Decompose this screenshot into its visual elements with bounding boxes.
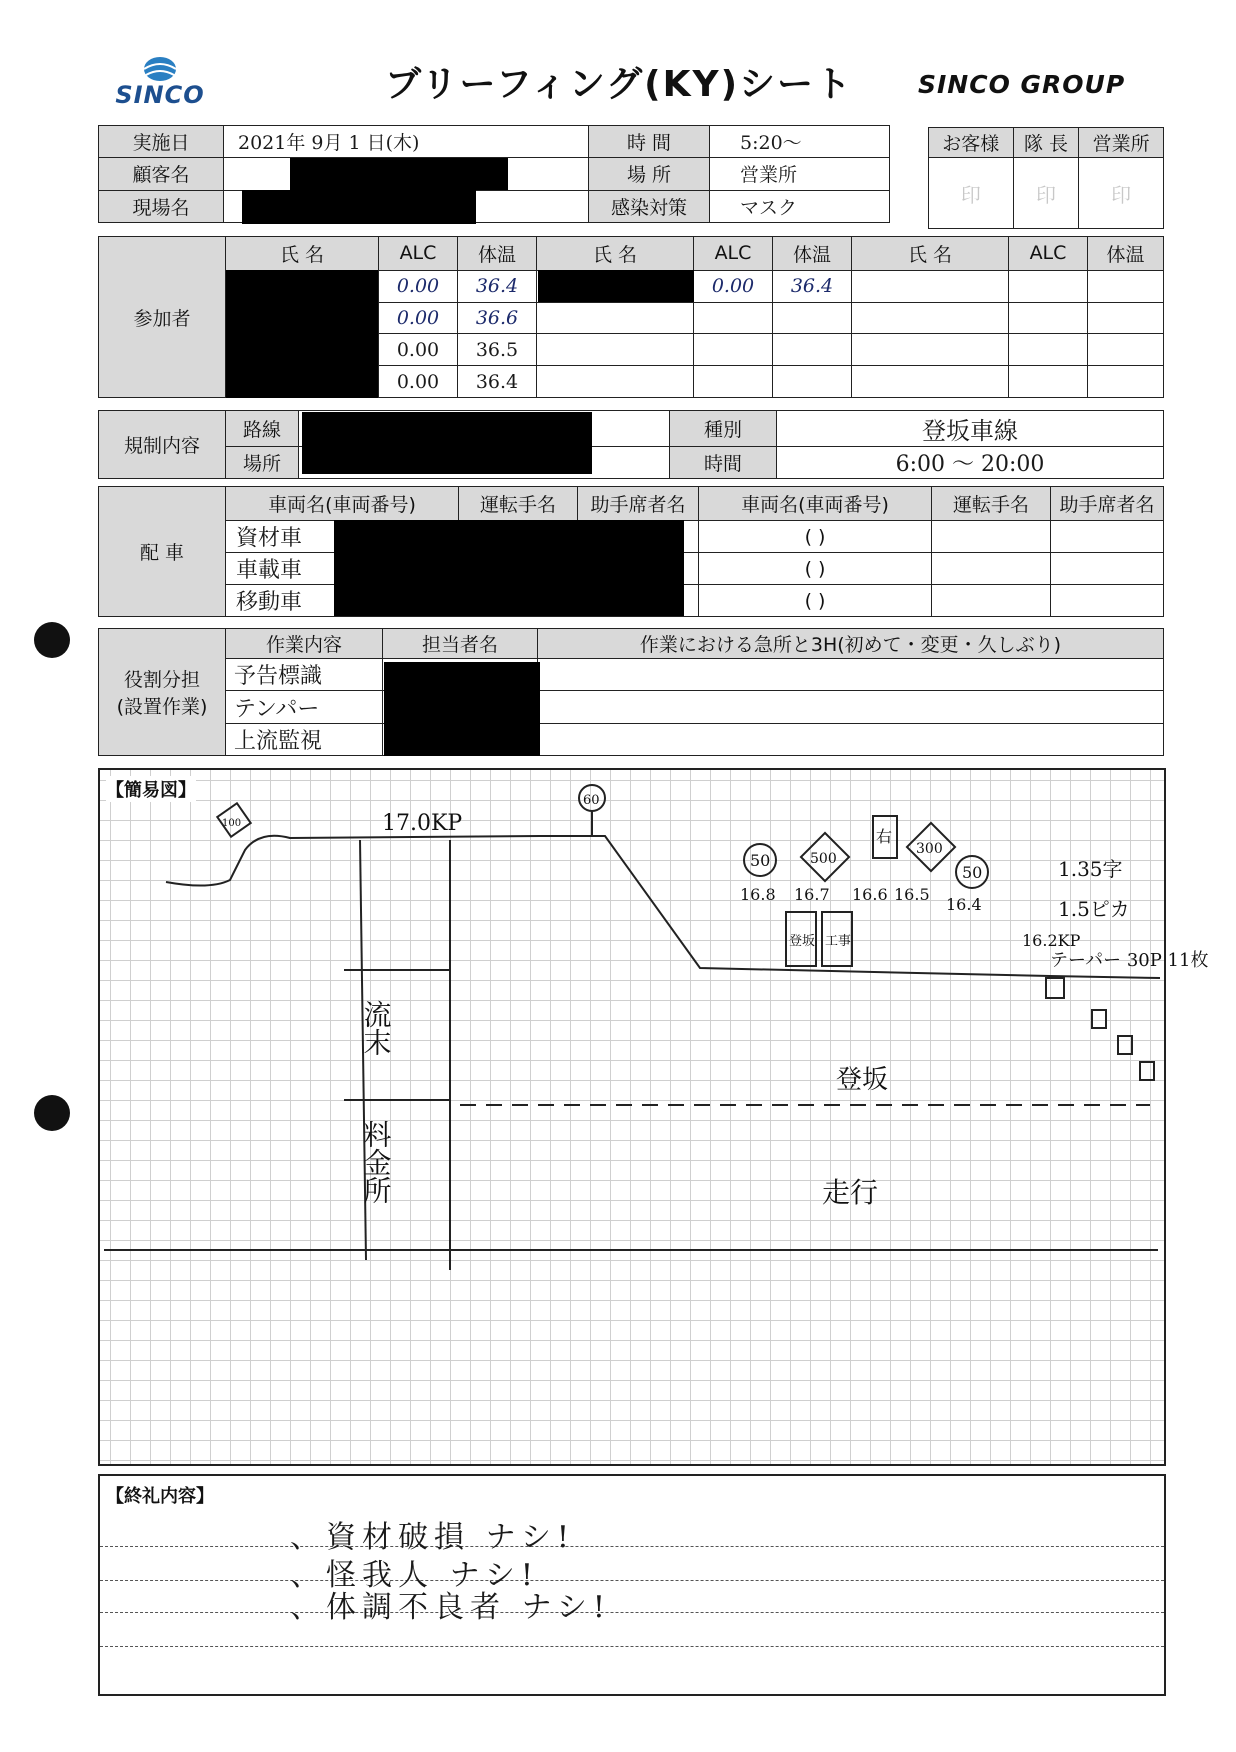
logo-text: SINCO — [115, 81, 205, 109]
col-alc-1: ALC — [379, 237, 458, 271]
col-hazard: 作業における急所と3H(初めて・変更・久しぶり) — [538, 629, 1164, 659]
company-logo — [110, 55, 210, 110]
redacted-names-2 — [538, 270, 694, 302]
stamp-client: 印 — [929, 158, 1014, 229]
vehicle-number: ( ) — [699, 585, 932, 617]
closing-line: 、怪我人 ナシ! — [290, 1558, 539, 1593]
closing-area — [98, 1474, 1166, 1696]
vertical-label-1: 流末 — [359, 1000, 393, 1056]
redacted-persons — [384, 662, 540, 756]
kp-168: 16.8 — [740, 885, 776, 904]
vehicle-name: 車載車 — [226, 553, 459, 585]
stamp-leader: 印 — [1013, 158, 1079, 229]
col-name-1: 氏 名 — [226, 237, 379, 271]
work-item: 上流監視 — [226, 723, 383, 755]
redacted-names-1 — [226, 270, 378, 398]
road-curve — [166, 836, 1160, 978]
cone-3 — [1118, 1036, 1132, 1054]
temp-value: 36.4 — [458, 270, 537, 302]
redacted-drivers — [334, 520, 684, 616]
redacted-site — [242, 190, 476, 224]
col-temp-1: 体温 — [458, 237, 537, 271]
approval-header-leader: 隊 長 — [1013, 128, 1079, 158]
speed-60-label: 60 — [583, 793, 600, 808]
type-value: 登坂車線 — [777, 411, 1164, 447]
date-label: 実施日 — [99, 126, 224, 158]
site-label: 現場名 — [99, 190, 224, 222]
col-assistant-2: 助手席者名 — [1051, 487, 1164, 521]
work-board-label: 工事 — [825, 934, 852, 949]
roles-label: 役割分担 (設置作業) — [99, 629, 226, 756]
diagram-label: 【簡易図】 — [106, 776, 196, 802]
alc-value: 0.00 — [379, 302, 458, 334]
time-label: 時 間 — [589, 126, 710, 158]
route-label: 路線 — [226, 411, 299, 447]
speed-500-label: 500 — [810, 851, 837, 867]
work-item: 予告標識 — [226, 659, 383, 691]
col-temp-3: 体温 — [1088, 237, 1164, 271]
note-kp162: 16.2KP — [1022, 931, 1081, 950]
alc-value: 0.00 — [694, 270, 773, 302]
redacted-route — [302, 412, 592, 474]
vehicle-name: 資材車 — [226, 521, 459, 553]
col-name-2: 氏 名 — [537, 237, 694, 271]
col-person: 担当者名 — [383, 629, 538, 659]
col-work: 作業内容 — [226, 629, 383, 659]
col-name-3: 氏 名 — [852, 237, 1009, 271]
right-label: 右 — [876, 827, 893, 846]
col-vehicle-1: 車両名(車両番号) — [226, 487, 459, 521]
stamp-office: 印 — [1079, 158, 1164, 229]
col-alc-2: ALC — [694, 237, 773, 271]
cone-2 — [1092, 1010, 1106, 1028]
role-row — [99, 691, 1164, 723]
type-label: 種別 — [670, 411, 777, 447]
vehicle-number: ( ) — [699, 521, 932, 553]
cone-1 — [1046, 978, 1064, 998]
kp-165: 16.5 — [894, 885, 930, 904]
approval-table — [928, 127, 1164, 229]
vehicle-name: 移動車 — [226, 585, 459, 617]
vehicle-number: ( ) — [699, 553, 932, 585]
reg-time-label: 時間 — [670, 447, 777, 479]
closing-line: 、資材破損 ナシ! — [290, 1520, 575, 1555]
note-135: 1.35字 — [1058, 857, 1123, 881]
speed-50a-label: 50 — [750, 851, 771, 870]
redacted-client — [290, 158, 508, 190]
regulation-table — [98, 410, 1164, 479]
alc-value: 0.00 — [379, 270, 458, 302]
note-taper: テーパー 30P 11枚 — [1050, 950, 1209, 971]
reg-time-value: 6:00 〜 20:00 — [777, 447, 1164, 479]
place-label: 場 所 — [589, 158, 710, 190]
vertical-label-2: 料金所 — [359, 1120, 393, 1204]
temp-value: 36.6 — [458, 302, 537, 334]
client-label: 顧客名 — [99, 158, 224, 190]
group-logo: SINCO GROUP — [918, 70, 1126, 99]
vehicles-label: 配 車 — [99, 487, 226, 617]
place-label-2: 場所 — [226, 447, 299, 479]
time-value: 5:20〜 — [710, 126, 890, 158]
role-row — [99, 659, 1164, 691]
kp-17: 17.0KP — [382, 811, 463, 836]
temp-value: 36.4 — [458, 366, 537, 398]
speed-50b-label: 50 — [962, 863, 983, 882]
sketch — [100, 770, 1209, 1464]
participants-label: 参加者 — [99, 237, 226, 398]
note-15: 1.5ピカ — [1058, 897, 1130, 921]
role-row — [99, 723, 1164, 755]
col-driver-1: 運転手名 — [459, 487, 578, 521]
speed-300-label: 300 — [916, 841, 943, 857]
kp-167: 16.7 — [794, 885, 830, 904]
infection-value: マスク — [710, 190, 890, 222]
roles-table — [98, 628, 1164, 756]
regulation-label: 規制内容 — [99, 411, 226, 479]
speed-100-label: 100 — [222, 818, 242, 829]
lane-drive-label: 走行 — [822, 1176, 879, 1209]
lane-climb-label: 登坂 — [836, 1065, 889, 1095]
col-driver-2: 運転手名 — [932, 487, 1051, 521]
place-value: 営業所 — [710, 158, 890, 190]
col-assistant-1: 助手席者名 — [578, 487, 699, 521]
cone-4 — [1140, 1062, 1154, 1080]
punch-hole-bottom — [34, 1095, 70, 1131]
temp-value: 36.5 — [458, 334, 537, 366]
diagram-area — [98, 768, 1209, 1466]
col-alc-3: ALC — [1009, 237, 1088, 271]
date-value: 2021年 9月 1 日(木) — [224, 126, 589, 158]
climb-board-label: 登坂 — [789, 934, 816, 949]
work-item: テンパー — [226, 691, 383, 723]
approval-header-client: お客様 — [929, 128, 1014, 158]
alc-value: 0.00 — [379, 334, 458, 366]
closing-line: 、体調不良者 ナシ! — [290, 1590, 611, 1625]
closing-label: 【終礼内容】 — [106, 1486, 214, 1507]
kp-166: 16.6 — [852, 885, 888, 904]
approval-header-office: 営業所 — [1079, 128, 1164, 158]
infection-label: 感染対策 — [589, 190, 710, 222]
temp-value: 36.4 — [773, 270, 852, 302]
col-vehicle-2: 車両名(車両番号) — [699, 487, 932, 521]
kp-164: 16.4 — [946, 895, 982, 914]
page-title: ブリーフィング(KY)シート — [385, 64, 854, 105]
col-temp-2: 体温 — [773, 237, 852, 271]
punch-hole-top — [34, 622, 70, 658]
alc-value: 0.00 — [379, 366, 458, 398]
